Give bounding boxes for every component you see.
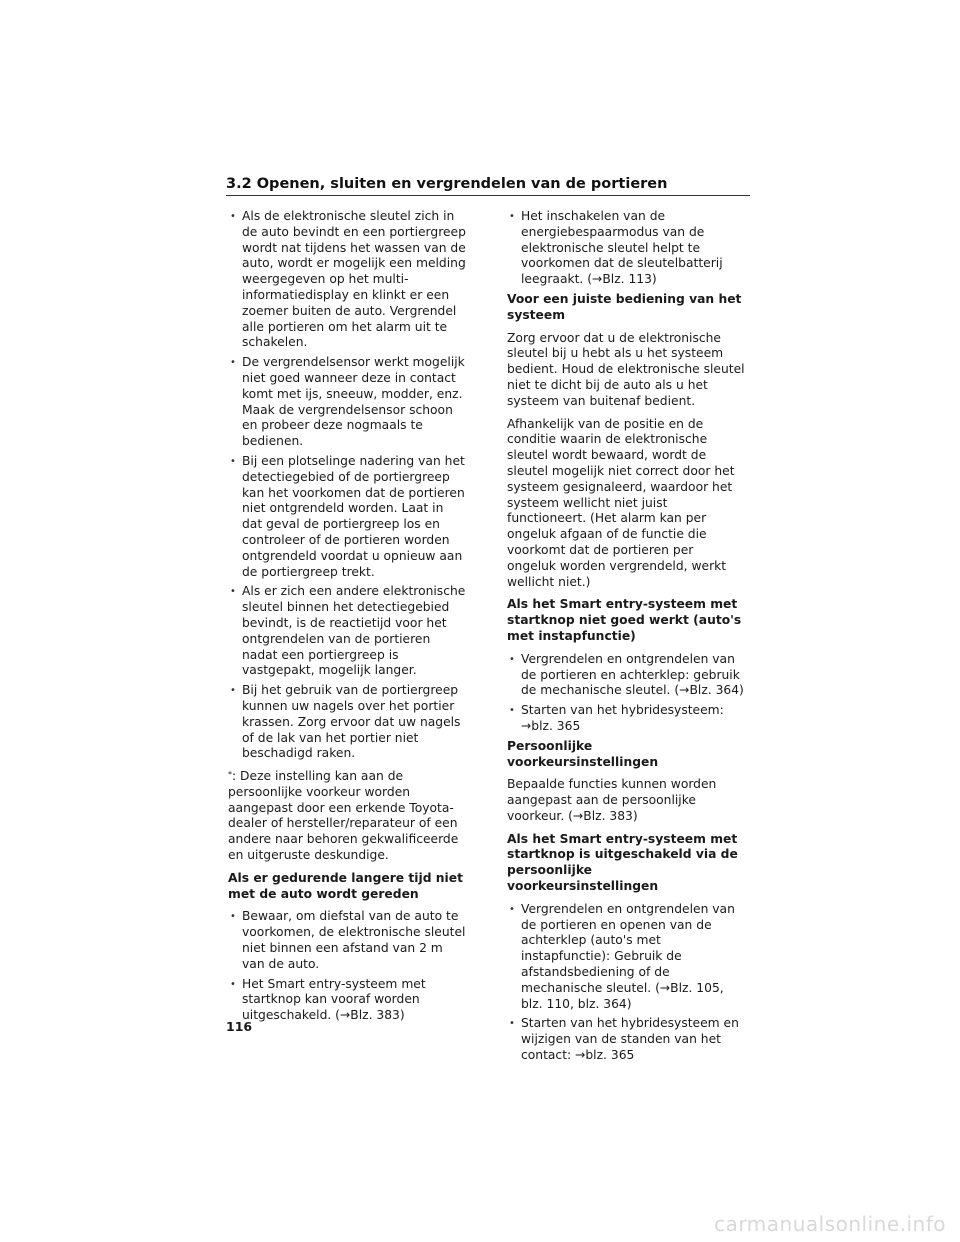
list-item: • De vergrendelsensor werkt mogelijk niet goed wanneer deze in contact komt met ijs, sneeuw, modder, enz. Maak de vergrendelsensor schoon en probeer deze nogmaals te bedienen. bbox=[229, 355, 466, 450]
heading-personal-settings: Persoonlijke voorkeursinstellingen bbox=[507, 738, 659, 769]
footnote-mark: * bbox=[228, 770, 232, 780]
left-column bbox=[228, 209, 466, 1028]
paragraph: Bepaalde functies kunnen worden aangepast aan de persoonlijke voorkeur. (→Blz. 383) bbox=[507, 777, 717, 823]
list-item: • Bij het gebruik van de portiergreep kunnen uw nagels over het portier krassen. Zorg ervoor dat uw nagels of de lak van het portier niet beschadigd raken. bbox=[229, 683, 466, 762]
section-title: 3.2 Openen, sluiten en vergrendelen van de portieren bbox=[226, 176, 750, 196]
heading-not-working: Als het Smart entry-systeem met startknop niet goed werkt (auto's met instapfunctie) bbox=[507, 597, 742, 643]
list-item: • Het inschakelen van de energiebespaarmodus van de elektronische sleutel helpt te voorkomen dat de sleutelbatterij leegraakt. (→Blz. 113) bbox=[508, 209, 745, 288]
list-item: • Het Smart entry-systeem met startknop kan vooraf worden uitgeschakeld. (→Blz. 383) bbox=[229, 977, 466, 1024]
watermark: carmanualsonline.info bbox=[714, 1212, 946, 1236]
list-item: • Vergrendelen en ontgrendelen van de portieren en openen van de achterklep (auto's met instapfunctie): Gebruik de afstandsbediening of de mechanische sleutel. (→Blz. 105, blz. 110, blz. 364) bbox=[508, 902, 745, 1013]
page-number: 116 bbox=[226, 1019, 253, 1034]
list-item: • Vergrendelen en ontgrendelen van de portieren en achterklep: gebruik de mechanische sleutel. (→Blz. 364) bbox=[508, 652, 745, 699]
heading-disabled: Als het Smart entry-systeem met startknop is uitgeschakeld via de persoonlijke voorkeursinstellingen bbox=[507, 831, 738, 894]
list-item: • Als er zich een andere elektronische sleutel binnen het detectiegebied bevindt, is de reactietijd voor het ontgrendelen van de portieren nadat een portiergreep is vastgepakt, mogelijk langer. bbox=[229, 584, 466, 679]
right-column bbox=[507, 209, 745, 1068]
list-item: • Starten van het hybridesysteem: →blz. 365 bbox=[508, 703, 745, 735]
heading-correct-operation: Voor een juiste bediening van het systeem bbox=[507, 291, 742, 322]
list-item: • Bewaar, om diefstal van de auto te voorkomen, de elektronische sleutel niet binnen een afstand van 2 m van de auto. bbox=[229, 909, 466, 972]
list-item: • Bij een plotselinge nadering van het detectiegebied of de portiergreep kan het voorkomen dat de portieren niet ontgrendeld worden. Laat in dat geval de portiergreep los en controleer of de portieren worden ontgrendeld voordat u opnieuw aan de portiergreep trekt. bbox=[229, 454, 466, 580]
paragraph: Afhankelijk van de positie en de conditie waarin de elektronische sleutel wordt bewaard, wordt de sleutel mogelijk niet correct door het systeem gesignaleerd, waardoor het systeem wellicht niet juist functioneert. (Het alarm kan per ongeluk afgaan of de functie die voorkomt dat de portieren per ongeluk worden vergrendeld, werkt wellicht niet.) bbox=[507, 416, 735, 589]
list-item: • Als de elektronische sleutel zich in de auto bevindt en een portiergreep wordt nat tijdens het wassen van de auto, wordt er mogelijk een melding weergegeven op het multi-informatiedisplay en klinkt er een zoemer buiten de auto. Vergrendel alle portieren om het alarm uit te schakelen. bbox=[229, 209, 466, 351]
footnote bbox=[228, 769, 466, 864]
list-item: • Starten van het hybridesysteem en wijzigen van de standen van het contact: →blz. 365 bbox=[508, 1016, 745, 1063]
footnote-text: : Deze instelling kan aan de persoonlijke voorkeur worden aangepast door een erkende Toyota-dealer of hersteller/reparateur of een andere naar behoren gekwalificeerde en uitgeruste deskundige. bbox=[228, 769, 459, 863]
paragraph: Zorg ervoor dat u de elektronische sleutel bij u hebt als u het systeem bedient. Houd de elektronische sleutel niet te dicht bij de auto als u het systeem van buitenaf bedient. bbox=[507, 330, 745, 408]
heading-long-absence: Als er gedurende langere tijd niet met de auto wordt gereden bbox=[228, 870, 463, 901]
